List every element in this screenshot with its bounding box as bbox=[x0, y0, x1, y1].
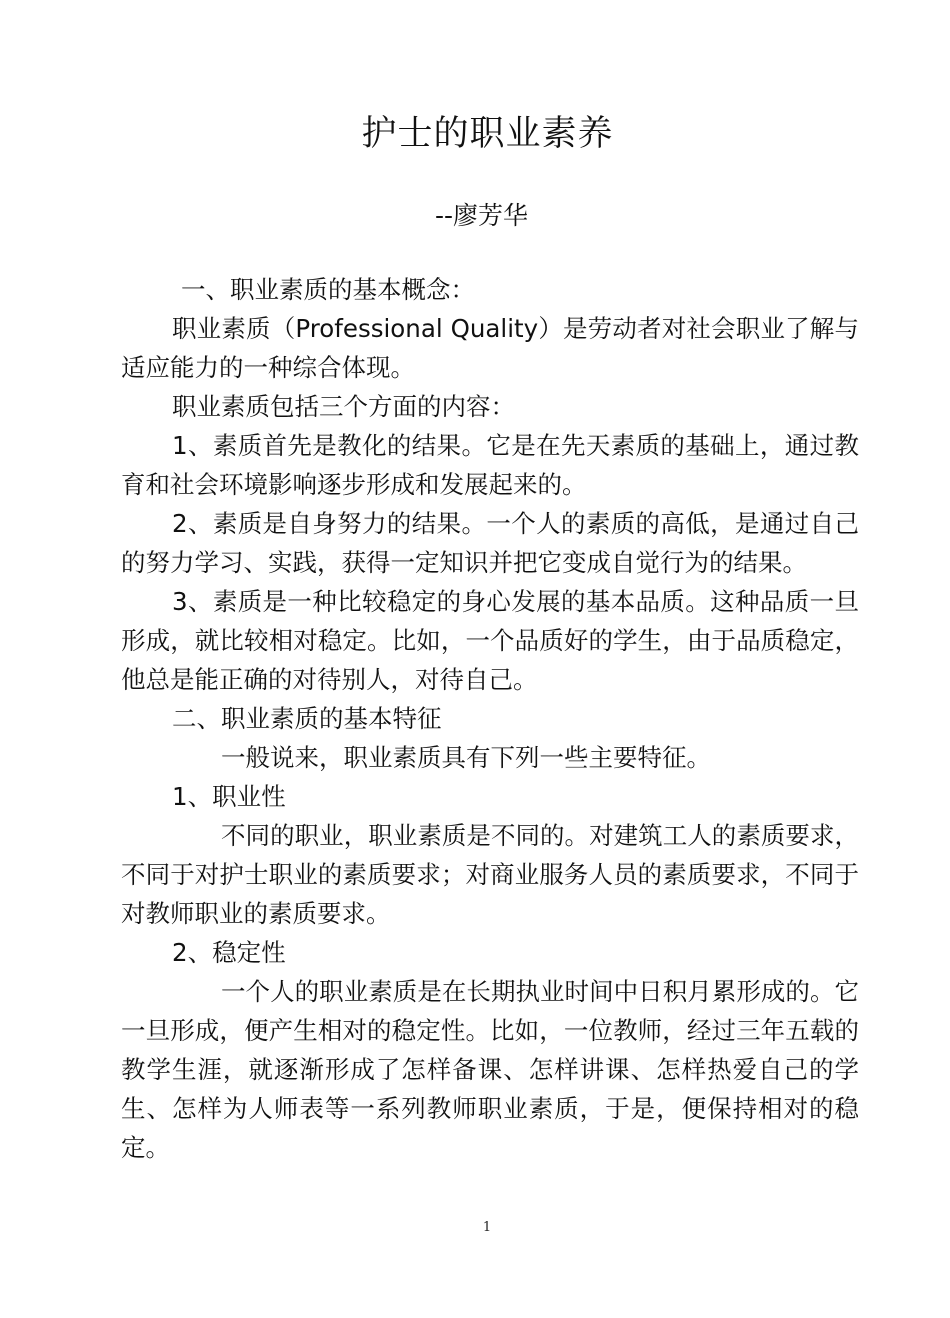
section-heading: 一、职业素质的基本概念： bbox=[181, 275, 475, 304]
section-heading: 二、职业素质的基本特征 bbox=[172, 704, 442, 733]
subheading: 1、职业性 bbox=[172, 782, 286, 811]
list-item: 1、素质首先是教化的结果。它是在先天素质的基础上，通过教育和社会环境影响逐步形成和发展起来的。 bbox=[121, 431, 859, 499]
paragraph: 一般说来，职业素质具有下列一些主要特征。 bbox=[221, 743, 711, 772]
page-number: 1 bbox=[482, 1220, 492, 1235]
paragraph: 一个人的职业素质是在长期执业时间中日积月累形成的。它一旦形成，便产生相对的稳定性。比如，一位教师，经过三年五载的教学生涯，就逐渐形成了怎样备课、怎样讲课、怎样热爱自己的学生、怎样为人师表等一系列教师职业素质，于是，便保持相对的稳定。 bbox=[121, 977, 859, 1162]
document-title: 护士的职业素养 bbox=[361, 114, 614, 154]
subheading: 2、稳定性 bbox=[172, 938, 286, 967]
paragraph: 职业素质（Professional Quality）是劳动者对社会职业了解与适应能力的一种综合体现。 bbox=[121, 314, 859, 382]
paragraph: 职业素质包括三个方面的内容： bbox=[172, 392, 515, 421]
list-item: 3、素质是一种比较稳定的身心发展的基本品质。这种品质一旦形成，就比较相对稳定。比如，一个品质好的学生，由于品质稳定，他总是能正确的对待别人，对待自己。 bbox=[121, 587, 859, 694]
document-author: --廖芳华 bbox=[434, 201, 529, 230]
paragraph: 不同的职业，职业素质是不同的。对建筑工人的素质要求，不同于对护士职业的素质要求；对商业服务人员的素质要求，不同于对教师职业的素质要求。 bbox=[121, 821, 859, 928]
document-body bbox=[121, 270, 859, 1167]
list-item: 2、素质是自身努力的结果。一个人的素质的高低，是通过自己的努力学习、实践，获得一定知识并把它变成自觉行为的结果。 bbox=[121, 509, 859, 577]
